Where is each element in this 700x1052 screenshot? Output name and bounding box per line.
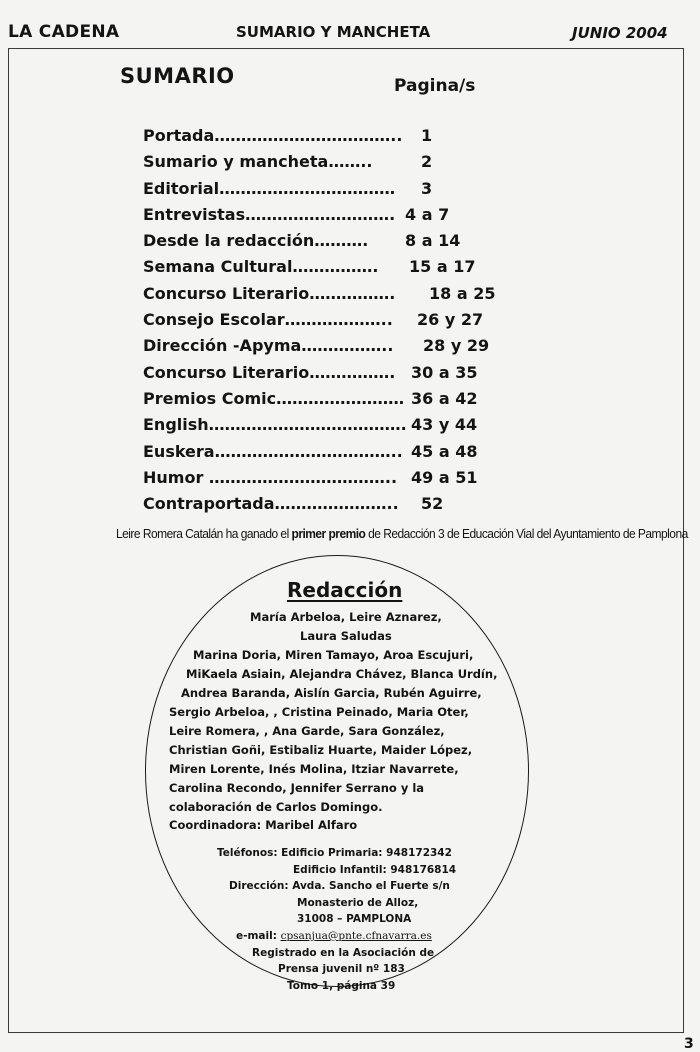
toc-label: Concurso Literario……………. <box>143 283 396 303</box>
sumario-title: SUMARIO <box>120 64 235 88</box>
toc-pages: 3 <box>421 178 433 198</box>
toc-row <box>143 442 543 468</box>
toc-row <box>143 179 543 205</box>
toc-label: Humor …………………………….. <box>143 467 398 487</box>
toc-pages: 30 a 35 <box>411 362 478 382</box>
toc-pages: 45 a 48 <box>411 441 478 461</box>
toc-row <box>143 336 543 362</box>
toc-label: Concurso Literario……………. <box>143 362 396 382</box>
registration-line-3: Tomo 1, página 39 <box>287 980 396 992</box>
toc-label: Premios Comic…………………… <box>143 388 405 408</box>
toc-row <box>143 284 543 310</box>
toc-pages: 1 <box>421 126 433 145</box>
toc-label: Entrevistas………………………. <box>143 204 396 224</box>
toc-row <box>143 231 543 257</box>
pages-heading: Pagina/s <box>394 76 476 96</box>
toc-row <box>143 126 543 152</box>
address-line-2: Monasterio de Alloz, <box>297 897 419 909</box>
toc-label: Sumario y mancheta…….. <box>143 152 373 172</box>
publication-name: LA CADENA <box>8 22 120 42</box>
toc-pages: 26 y 27 <box>417 310 484 330</box>
toc-row <box>143 363 543 389</box>
credit-line: Coordinadora: Maribel Alfaro <box>169 818 358 832</box>
registration-line-1: Registrado en la Asociación de <box>252 947 435 959</box>
toc-label: Dirección -Apyma…………….. <box>143 336 394 356</box>
credit-line: Carolina Recondo, Jennifer Serrano y la <box>169 781 425 795</box>
credit-line: Leire Romera, , Ana Garde, Sara González, <box>169 724 445 738</box>
address-line-3: 31008 – PAMPLONA <box>297 913 412 925</box>
award-note: Leire Romera Catalán ha ganado el primer premio de Redacción 3 de Educación Vial del Ayuntamiento de Pamplona <box>116 527 688 541</box>
email-line: e-mail: cpsanjua@pnte.cfnavarra.es <box>236 930 432 942</box>
page-header <box>0 22 700 46</box>
toc-row <box>143 205 543 231</box>
toc-label: Editorial…………………………… <box>143 178 396 198</box>
issue-date: JUNIO 2004 <box>572 24 668 42</box>
toc-pages: 49 a 51 <box>411 467 478 487</box>
toc-pages: 36 a 42 <box>411 388 478 408</box>
toc-label: Consejo Escolar……………….. <box>143 310 393 330</box>
toc-label: Semana Cultural……………. <box>143 257 379 277</box>
toc-row <box>143 257 543 283</box>
toc-label: English………………………………. <box>143 415 407 435</box>
credit-line: Miren Lorente, Inés Molina, Itziar Navarrete, <box>169 762 459 776</box>
toc-label: Contraportada………………….. <box>143 494 399 514</box>
credit-line: Christian Goñi, Estibaliz Huarte, Maider López, <box>169 743 473 757</box>
credit-line: Marina Doria, Miren Tamayo, Aroa Escujuri, <box>193 648 474 662</box>
page-number: 3 <box>684 1036 694 1052</box>
toc-row <box>143 389 543 415</box>
toc-pages: 15 a 17 <box>409 257 476 277</box>
section-title: SUMARIO Y MANCHETA <box>236 23 431 41</box>
credit-line: Sergio Arbeloa, , Cristina Peinado, Maria Oter, <box>169 705 469 719</box>
address-line-1: Dirección: Avda. Sancho el Fuerte s/n <box>229 880 450 892</box>
credit-line: María Arbeloa, Leire Aznarez, <box>250 610 442 624</box>
toc-row <box>143 494 543 520</box>
toc-row <box>143 152 543 178</box>
toc-label: Euskera…………………………….. <box>143 441 403 461</box>
toc-label: Portada…………………………….. <box>143 126 403 145</box>
toc-pages: 8 a 14 <box>405 231 461 251</box>
phone-primaria: Teléfonos: Edificio Primaria: 948172342 <box>217 847 452 859</box>
credit-line: colaboración de Carlos Domingo. <box>169 800 383 814</box>
table-of-contents <box>143 126 543 520</box>
toc-row <box>143 415 543 441</box>
registration-line-2: Prensa juvenil nº 183 <box>278 963 405 975</box>
credit-line: Andrea Baranda, Aislín Garcia, Rubén Aguirre, <box>181 686 482 700</box>
toc-pages: 4 a 7 <box>405 204 450 224</box>
email-link[interactable]: cpsanjua@pnte.cfnavarra.es <box>280 930 432 942</box>
toc-label: Desde la redacción………. <box>143 231 369 251</box>
toc-row <box>143 468 543 494</box>
phone-infantil: Edificio Infantil: 948176814 <box>293 864 457 876</box>
toc-row <box>143 310 543 336</box>
toc-pages: 18 a 25 <box>429 283 496 303</box>
toc-pages: 2 <box>421 152 433 172</box>
redaccion-title: Redacción <box>287 578 403 602</box>
credit-line: MiKaela Asiain, Alejandra Chávez, Blanca Urdín, <box>186 667 498 681</box>
credit-line: Laura Saludas <box>300 629 392 643</box>
toc-pages: 43 y 44 <box>411 415 478 435</box>
toc-pages: 28 y 29 <box>423 336 490 356</box>
toc-pages: 52 <box>421 494 444 514</box>
